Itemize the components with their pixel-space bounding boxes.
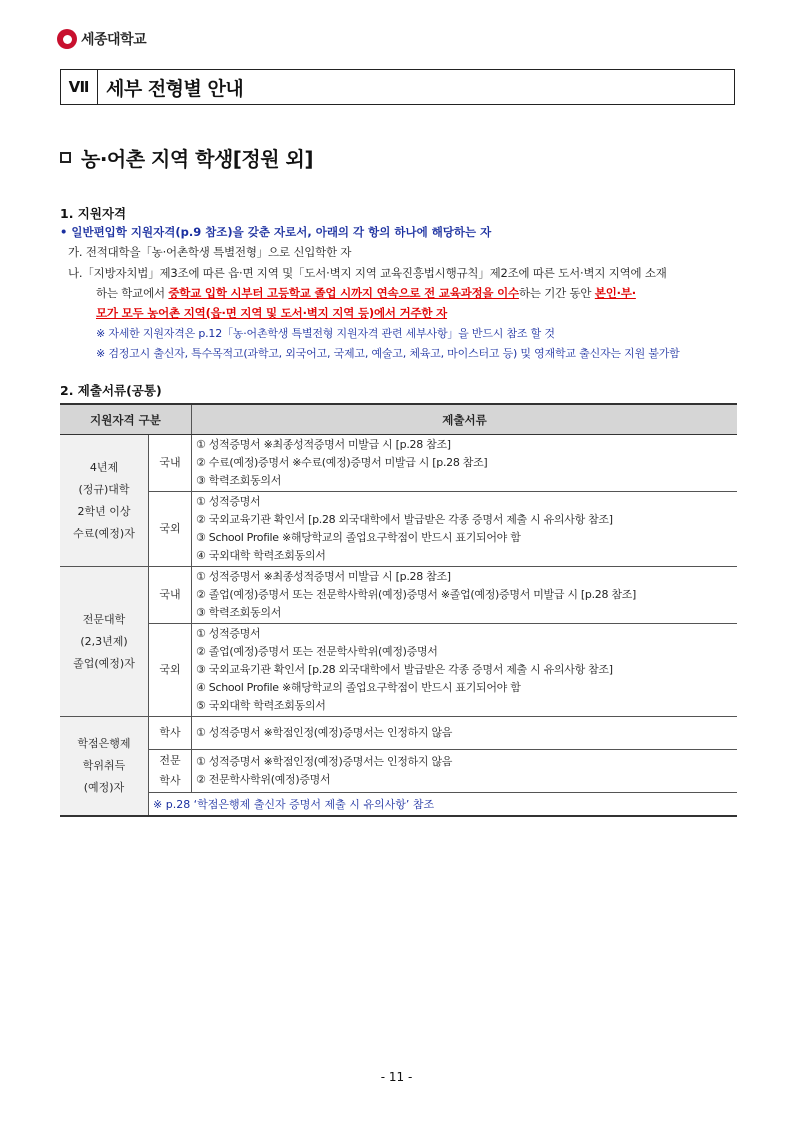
b3-emphasis: 모가 모두 농어촌 지역(읍·면 지역 및 도서·벽지 지역 등)에서 거주한 자: [96, 306, 448, 320]
document-item: ② 국외교육기관 확인서 [p.28 외국대학에서 발급받은 각종 증명서 제출 시 유의사항 참조]: [196, 513, 613, 526]
table-row: [60, 624, 737, 717]
table-header-row: [60, 404, 737, 435]
eligibility-note-2: ※ 검정고시 출신자, 특수목적고(과학고, 외국어고, 국제고, 예술고, 체육고, 마이스터고 등) 및 영재학교 출신자는 지원 불가함: [96, 347, 680, 360]
qual-line: 학점은행제: [77, 737, 131, 750]
table-row: [60, 717, 737, 750]
brand-name: 세종대학교: [81, 32, 147, 48]
b2-emphasis-2: 본인·부·: [594, 286, 636, 300]
location-overseas: 국외: [149, 624, 192, 717]
document-item: ② 졸업(예정)증명서 또는 전문학사학위(예정)증명서 ※졸업(예정)증명서 미발급 시 [p.28 참조]: [196, 588, 637, 601]
qual-line: 4년제: [89, 460, 119, 474]
table-row: [60, 435, 737, 492]
document-item: ⑤ 국외대학 학력조회동의서: [196, 699, 326, 712]
document-item: ① 성적증명서 ※학점인정(예정)증명서는 인정하지 않음: [196, 726, 453, 739]
document-item: ② 졸업(예정)증명서 또는 전문학사학위(예정)증명서: [196, 645, 438, 658]
b2-pre: 하는 학교에서: [96, 286, 169, 300]
document-item: ④ 국외대학 학력조회동의서: [196, 549, 326, 562]
document-item: ② 수료(예정)증명서 ※수료(예정)증명서 미발급 시 [p.28 참조]: [196, 456, 488, 469]
section-number: Ⅶ: [61, 70, 98, 104]
document-item: ③ School Profile ※해당학교의 졸업요구학점이 반드시 표기되어야 함: [196, 531, 521, 544]
qual-line: 졸업(예정)자: [73, 656, 135, 670]
eligibility-note-1: ※ 자세한 지원자격은 p.12「농·어촌학생 특별전형 지원자격 관련 세부사항」을 반드시 참조 할 것: [96, 327, 555, 340]
b2-mid: 하는 기간 동안: [518, 286, 595, 300]
qual-line: 학위취득: [82, 759, 126, 772]
location-line: 전문: [159, 754, 181, 767]
document-list: [192, 717, 738, 750]
document-item: ③ 국외교육기관 확인서 [p.28 외국대학에서 발급받은 각종 증명서 제출 시 유의사항 참조]: [196, 663, 613, 676]
qual-line: 수료(예정)자: [73, 526, 135, 540]
location-domestic: 국내: [149, 567, 192, 624]
qualification-4year: [60, 435, 149, 567]
location-overseas: 국외: [149, 492, 192, 567]
qualification-college: [60, 567, 149, 717]
header-documents: 제출서류: [192, 404, 738, 435]
documents-table: [60, 403, 737, 817]
document-list: [192, 492, 738, 567]
qual-line: 2학년 이상: [77, 504, 131, 518]
section-title: 세부 전형별 안내: [106, 77, 244, 100]
document-item: ① 성적증명서 ※최종성적증명서 미발급 시 [p.28 참조]: [196, 438, 451, 451]
location-associate: [149, 750, 192, 793]
qualification-credit-bank: [60, 717, 149, 817]
table-row: [60, 492, 737, 567]
eligibility-item-b-line3: [96, 305, 447, 321]
document-item: ③ 학력조회동의서: [196, 474, 282, 487]
eligibility-item-b-line1: 나.「지방자치법」제3조에 따른 읍·면 지역 및「도서·벽지 지역 교육진흥법시행규칙」제2조에 따른 도서·벽지 지역에 소재: [68, 266, 667, 280]
brand: [57, 29, 146, 49]
table-row: [60, 567, 737, 624]
table-row: [60, 750, 737, 793]
document-item: ③ 학력조회동의서: [196, 606, 282, 619]
documents-title: 2. 제출서류(공통): [60, 383, 162, 398]
section-header: [60, 69, 735, 105]
document-list: [192, 567, 738, 624]
document-item: ④ School Profile ※해당학교의 졸업요구학점이 반드시 표기되어야 함: [196, 681, 521, 694]
eligibility-item-b-line2: [96, 285, 636, 301]
table-row: [60, 793, 737, 817]
checkbox-icon: [60, 152, 71, 163]
document-list: [192, 750, 738, 793]
page-number: - 11 -: [380, 1070, 413, 1084]
document-list: [192, 624, 738, 717]
document-item: ① 성적증명서 ※최종성적증명서 미발급 시 [p.28 참조]: [196, 570, 451, 583]
eligibility-bullet: • 일반편입학 지원자격(p.9 참조)을 갖춘 자로서, 아래의 각 항의 하나에 해당하는 자: [60, 225, 492, 239]
b2-emphasis: 중학교 입학 시부터 고등학교 졸업 시까지 연속으로 전 교육과정을 이수: [168, 286, 519, 300]
document-item: ① 성적증명서: [196, 495, 261, 508]
document-item: ① 성적증명서: [196, 627, 261, 640]
eligibility-item-a: 가. 전적대학을「농·어촌학생 특별전형」으로 신입학한 자: [68, 245, 352, 259]
document-item: ① 성적증명서 ※학점인정(예정)증명서는 인정하지 않음: [196, 755, 453, 768]
table-footnote: ※ p.28 ‘학점은행제 출신자 증명서 제출 시 유의사항’ 참조: [149, 793, 738, 817]
qual-line: (정규)대학: [78, 482, 130, 496]
qual-line: (예정)자: [83, 781, 125, 794]
eligibility-title: 1. 지원자격: [60, 206, 127, 221]
qual-line: (2,3년제): [80, 634, 128, 648]
qual-line: 전문대학: [82, 612, 126, 626]
university-logo-icon: [57, 29, 77, 49]
heading-text: 농·어촌 지역 학생[정원 외]: [81, 147, 313, 171]
location-line: 학사: [159, 774, 181, 787]
location-bachelor: 학사: [149, 717, 192, 750]
document-list: [192, 435, 738, 492]
header-qualification: 지원자격 구분: [60, 404, 192, 435]
page-heading: [60, 143, 313, 172]
location-domestic: 국내: [149, 435, 192, 492]
document-item: ② 전문학사학위(예정)증명서: [196, 773, 331, 786]
